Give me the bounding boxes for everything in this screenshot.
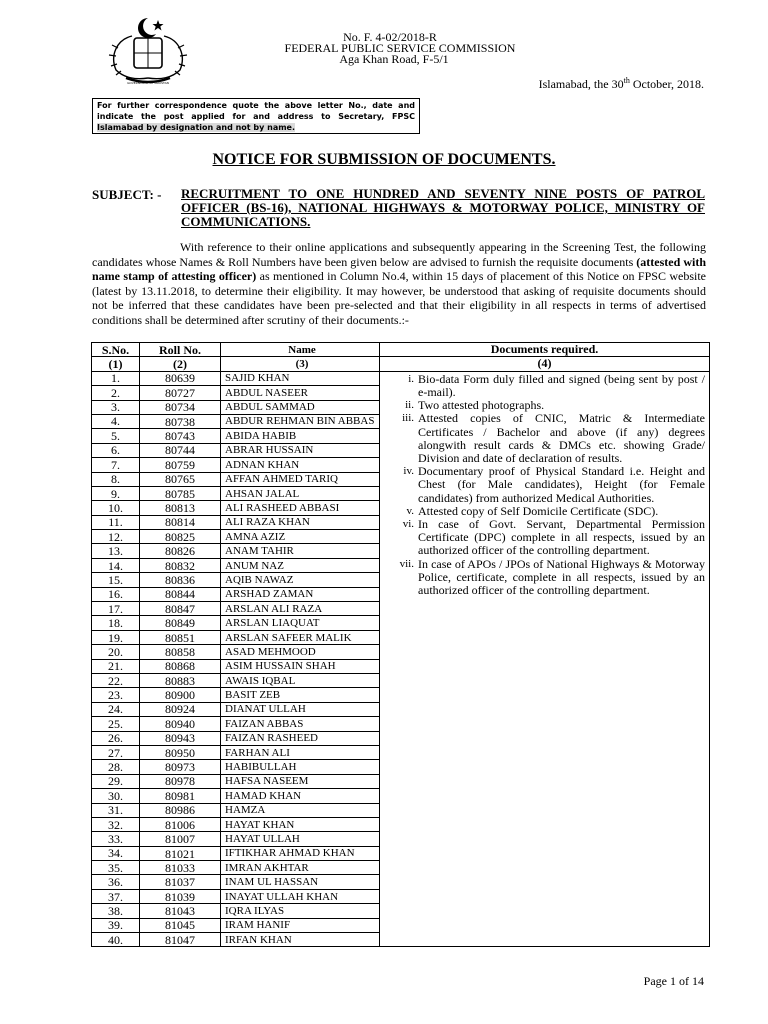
correspondence-note-text: For further correspondence quote the above letter No., date and indicate the post applied for and address to Secretary, FPSC [97,101,415,121]
cell-roll: 80858 [140,645,221,659]
cell-name: ANUM NAZ [221,558,380,572]
cell-sno: 34. [92,846,140,860]
candidates-table [91,342,710,947]
cell-roll: 80727 [140,386,221,400]
cell-roll: 81033 [140,861,221,875]
cell-name: ASIM HUSSAIN SHAH [221,659,380,673]
cell-sno: 31. [92,803,140,817]
cell-name: ARSLAN LIAQUAT [221,616,380,630]
cell-name: FAIZAN RASHEED [221,731,380,745]
cell-roll: 80813 [140,501,221,515]
cell-sno: 38. [92,904,140,918]
cell-roll: 80743 [140,429,221,443]
cell-roll: 81047 [140,933,221,947]
cell-roll: 80851 [140,630,221,644]
cell-sno: 18. [92,616,140,630]
cell-roll: 80832 [140,558,221,572]
colnum-1: (1) [92,357,140,371]
cell-name: IQRA ILYAS [221,904,380,918]
table-row [92,371,710,385]
document-item [384,373,705,399]
subject-label: SUBJECT: - [92,187,162,202]
cell-roll: 80744 [140,443,221,457]
cell-roll: 80940 [140,717,221,731]
cell-roll: 80973 [140,760,221,774]
header-sno: S.No. [92,343,140,357]
cell-roll: 80759 [140,458,221,472]
cell-name: HAMAD KHAN [221,789,380,803]
cell-roll: 80986 [140,803,221,817]
date-suffix: October, 2018. [629,77,704,91]
cell-roll: 81037 [140,875,221,889]
cell-name: INAM UL HASSAN [221,875,380,889]
document-item-number: iv. [403,465,414,478]
documents-required-cell [380,371,710,947]
cell-name: ALI RASHEED ABBASI [221,501,380,515]
cell-sno: 23. [92,688,140,702]
cell-name: IRAM HANIF [221,918,380,932]
cell-sno: 2. [92,386,140,400]
cell-name: IFTIKHAR AHMAD KHAN [221,846,380,860]
header-documents: Documents required. [380,343,710,357]
document-item-number: v. [406,504,414,517]
date-prefix: Islamabad, the 30 [538,77,624,91]
cell-roll: 80981 [140,789,221,803]
cell-name: ADNAN KHAN [221,458,380,472]
cell-name: AFFAN AHMED TARIQ [221,472,380,486]
document-item [384,465,705,505]
header-roll: Roll No. [140,343,221,357]
cell-name: AMNA AZIZ [221,530,380,544]
cell-roll: 80849 [140,616,221,630]
document-item [384,558,705,598]
correspondence-note-box [92,98,420,134]
document-item-number: i. [408,372,414,385]
table-body [92,371,710,947]
date-sup: th [623,76,630,85]
cell-sno: 6. [92,443,140,457]
cell-sno: 11. [92,515,140,529]
cell-name: ANAM TAHIR [221,544,380,558]
cell-sno: 1. [92,371,140,385]
cell-roll: 80734 [140,400,221,414]
cell-sno: 39. [92,918,140,932]
cell-name: HAYAT ULLAH [221,832,380,846]
cell-roll: 80847 [140,602,221,616]
cell-name: ABIDA HABIB [221,429,380,443]
file-number: No. F. 4-02/2018-R [343,30,437,44]
cell-sno: 16. [92,587,140,601]
cell-name: ARSLAN SAFEER MALIK [221,630,380,644]
correspondence-note-highlight: Islamabad by designation and not by name. [97,123,296,132]
document-item-text: Documentary proof of Physical Standard i.e. Height and Chest (for Male candidates), Height (for Female candidates) from authorized Medical Authorities. [418,464,705,505]
cell-roll: 80924 [140,702,221,716]
colnum-4: (4) [380,357,710,371]
emblem-text: GOVERNMENT OF PAKISTAN [127,81,169,85]
paragraph-part1: With reference to their online applications and subsequently appearing in the Screening Test, the following candidates whose Names & Roll Numbers have been given below are advised to furnish the requisite documents [92,240,706,269]
cell-roll: 80868 [140,659,221,673]
cell-name: SAJID KHAN [221,371,380,385]
cell-sno: 35. [92,861,140,875]
documents-list [384,373,705,597]
cell-sno: 28. [92,760,140,774]
document-item-text: Two attested photographs. [418,398,545,413]
cell-sno: 24. [92,702,140,716]
document-item-number: vii. [399,557,414,570]
cell-sno: 13. [92,544,140,558]
cell-sno: 32. [92,817,140,831]
document-item [384,412,705,465]
cell-roll: 80814 [140,515,221,529]
cell-sno: 20. [92,645,140,659]
cell-sno: 8. [92,472,140,486]
document-item-number: vi. [402,518,414,531]
cell-sno: 25. [92,717,140,731]
cell-roll: 80844 [140,587,221,601]
cell-roll: 80765 [140,472,221,486]
cell-name: ARSHAD ZAMAN [221,587,380,601]
cell-name: ABDUR REHMAN BIN ABBAS [221,414,380,428]
cell-name: ABDUL SAMMAD [221,400,380,414]
cell-roll: 81043 [140,904,221,918]
cell-roll: 81006 [140,817,221,831]
cell-sno: 22. [92,673,140,687]
cell-sno: 37. [92,889,140,903]
table-colnum-row [92,357,710,371]
cell-name: ABDUL NASEER [221,386,380,400]
cell-roll: 80826 [140,544,221,558]
cell-name: DIANAT ULLAH [221,702,380,716]
cell-name: HABIBULLAH [221,760,380,774]
cell-sno: 9. [92,486,140,500]
cell-sno: 12. [92,530,140,544]
cell-name: IRFAN KHAN [221,933,380,947]
cell-roll: 80785 [140,486,221,500]
document-item-text: Attested copy of Self Domicile Certificate (SDC). [418,503,659,518]
cell-name: ALI RAZA KHAN [221,515,380,529]
document-item-number: ii. [405,399,414,412]
cell-name: AQIB NAWAZ [221,573,380,587]
document-item-text: In case of APOs / JPOs of National Highways & Motorway Police, certificate, complete in all respects, issued by an authorized officer of the controlling department. [418,556,705,598]
cell-sno: 27. [92,745,140,759]
cell-sno: 15. [92,573,140,587]
cell-name: FAIZAN ABBAS [221,717,380,731]
cell-sno: 30. [92,789,140,803]
cell-sno: 19. [92,630,140,644]
cell-roll: 80738 [140,414,221,428]
letter-date [539,76,704,92]
organization-name: FEDERAL PUBLIC SERVICE COMMISSION [284,41,516,55]
colnum-3: (3) [221,357,380,371]
document-item-number: iii. [402,412,414,425]
cell-roll: 80883 [140,673,221,687]
cell-name: HAMZA [221,803,380,817]
cell-roll: 81045 [140,918,221,932]
page-number: Page 1 of 14 [643,974,704,988]
cell-name: IMRAN AKHTAR [221,861,380,875]
cell-sno: 26. [92,731,140,745]
paragraph-bold: (attested with name stamp of attesting officer) [92,254,706,284]
cell-sno: 40. [92,933,140,947]
cell-name: HAYAT KHAN [221,817,380,831]
cell-roll: 80900 [140,688,221,702]
cell-roll: 80950 [140,745,221,759]
document-item-text: Attested copies of CNIC, Matric & Intermediate Certificates / Bachelor and above (if any) degrees alongwith result cards & DMCs etc. showing Grade/ Division and date of declaration of results. [418,411,705,465]
cell-sno: 5. [92,429,140,443]
cell-roll: 80978 [140,774,221,788]
cell-sno: 33. [92,832,140,846]
organization-address: Aga Khan Road, F-5/1 [339,52,449,66]
cell-name: FARHAN ALI [221,745,380,759]
paragraph-part2: as mentioned in Column No.4, within 15 days of placement of this Notice on FPSC website (latest by 13.11.2018, to determine their eligibility. It may however, be understood that asking of requisite documents should not be inferred that these candidates have been pre-selected and that their eligibility in all respects in terms of advertised conditions shall be determined after scrutiny of their documents.:- [92,269,707,327]
cell-sno: 17. [92,602,140,616]
document-item-text: In case of Govt. Servant, Departmental Permission Certificate (DPC) complete in all respects, issued by an authorized officer of the controlling department. [418,517,705,558]
cell-name: AHSAN JALAL [221,486,380,500]
cell-name: ABRAR HUSSAIN [221,443,380,457]
cell-sno: 7. [92,458,140,472]
cell-name: ASAD MEHMOOD [221,645,380,659]
cell-name: INAYAT ULLAH KHAN [221,889,380,903]
cell-sno: 4. [92,414,140,428]
notice-title: NOTICE FOR SUBMISSION OF DOCUMENTS. [212,151,556,168]
subject-text: RECRUITMENT TO ONE HUNDRED AND SEVENTY NINE POSTS OF PATROL OFFICER (BS-16), NATIONAL HIGHWAYS & MOTORWAY POLICE, MINISTRY OF COMMUNICATIONS. [181,186,705,229]
colnum-2: (2) [140,357,221,371]
body-paragraph [92,240,706,328]
cell-name: AWAIS IQBAL [221,673,380,687]
cell-sno: 29. [92,774,140,788]
table-header-row [92,343,710,357]
cell-sno: 10. [92,501,140,515]
cell-roll: 81021 [140,846,221,860]
cell-roll: 81007 [140,832,221,846]
document-item [384,518,705,558]
cell-name: ARSLAN ALI RAZA [221,602,380,616]
cell-sno: 21. [92,659,140,673]
cell-roll: 80943 [140,731,221,745]
header-name: Name [221,343,380,357]
cell-name: HAFSA NASEEM [221,774,380,788]
document-item-text: Bio-data Form duly filled and signed (being sent by post / e-mail). [418,371,705,399]
cell-roll: 80639 [140,371,221,385]
cell-name: BASIT ZEB [221,688,380,702]
cell-roll: 80825 [140,530,221,544]
cell-sno: 14. [92,558,140,572]
cell-roll: 81039 [140,889,221,903]
cell-roll: 80836 [140,573,221,587]
cell-sno: 3. [92,400,140,414]
cell-sno: 36. [92,875,140,889]
